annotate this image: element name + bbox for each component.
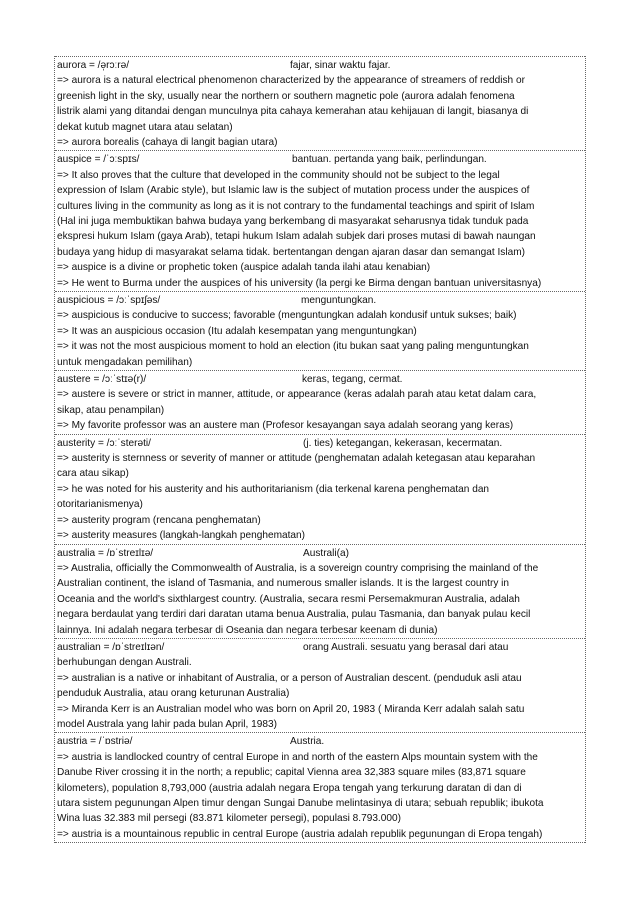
- entry-text-line: untuk mengadakan pemilihan): [57, 356, 193, 368]
- entry-term: austerity = /ɔːˈsterəti/: [57, 437, 151, 449]
- entry-text-line: greenish light in the sky, usually near the northern or southern magnetic pole (aurora adalah fenomena: [57, 90, 515, 102]
- entry-text-line: => He went to Burma under the auspices of his university (la pergi ke Birma dengan bantuan universitasnya): [57, 277, 542, 289]
- entry-translation: menguntungkan.: [301, 295, 377, 307]
- entry-text-line: => auspice is a divine or prophetic token (auspice adalah tanda ilahi atau kenabian): [57, 262, 431, 274]
- entry-text-line: lainnya. Ini adalah negara terbesar di Oseania dan negara terbesar keenam di dunia): [57, 624, 438, 636]
- entry-translation: Austria.: [290, 736, 325, 748]
- entry-text-line: => My favorite professor was an austere man (Profesor kesayangan saya adalah seorang yang keras): [57, 420, 514, 432]
- entry-headword-line: [57, 734, 583, 749]
- entry-headword-line: [57, 58, 583, 73]
- entry-text-line: => Australia, officially the Commonwealth of Australia, is a sovereign country comprising the mainland of the: [57, 562, 539, 574]
- entry-text-line: Wina luas 32.383 mil persegi (83.871 kilometer persegi), populasi 8.793.000): [57, 813, 401, 825]
- entry-term: aurora = /ə̩rɔːrə/: [57, 60, 130, 71]
- entry-austerity: [55, 434, 585, 544]
- entry-text-line: Danube River crossing it in the north; a republic; capital Vienna area 32,383 square miles (83,871 square: [57, 767, 526, 779]
- entry-translation: (j. ties) ketegangan, kekerasan, kecermatan.: [303, 437, 503, 449]
- entry-text-line: => he was noted for his austerity and his authoritarianism (dia terkenal karena penghematan dan: [57, 483, 490, 495]
- entry-text-line: Oceania and the world's sixthlargest country. (Australia, secara resmi Persemakmuran Australia, adalah: [57, 593, 520, 605]
- entry-term: austria = /ˈɒstriə/: [57, 736, 133, 748]
- entry-text-line: => auspicious is conducive to success; favorable (menguntungkan adalah kondusif untuk sukses; baik): [57, 310, 517, 322]
- entry-term: australian = /ɒˈstreɪlɪən/: [57, 641, 165, 653]
- entry-term: auspice = /ˈɔːspɪs/: [57, 154, 140, 166]
- entry-text-line: => austerity is sternness or severity of manner or attitude (penghematan adalah ketegasan atau keparahan: [57, 453, 536, 465]
- entry-text-line: model Australa yang lahir pada bulan April, 1983): [57, 718, 277, 730]
- entry-text-line: => It was an auspicious occasion (Itu adalah kesempatan yang menguntungkan): [57, 325, 417, 337]
- entry-text-line: penduduk Australia, atau orang keturunan Australia): [57, 688, 290, 700]
- entry-text-line: => austerity measures (langkah-langkah penghematan): [57, 530, 306, 542]
- dictionary-table: [54, 56, 586, 843]
- entry-translation: orang Australi. sesuatu yang berasal dari atau: [303, 641, 509, 653]
- entry-text-line: => aurora borealis (cahaya di langit bagian utara): [57, 137, 278, 149]
- entry-text-line: => It also proves that the culture that developed in the community should not be subject to the legal: [57, 169, 500, 181]
- entry-text-line: => austere is severe or strict in manner, attitude, or appearance (keras adalah parah atau ketat dalam cara,: [57, 389, 537, 401]
- entry-austere: [55, 370, 585, 434]
- entry-term: auspicious = /ɔːˈspɪʃəs/: [57, 295, 161, 307]
- entry-text-line: expression of Islam (Arabic style), but Islamic law is the subject of mutation process under the auspices of: [57, 185, 530, 197]
- entry-auspicious: [55, 291, 585, 370]
- entry-text-line: negara berdaulat yang terdiri dari daratan utama benua Australia, pulau Tasmania, dan banyak pulau kecil: [57, 609, 531, 621]
- entry-translation: bantuan. pertanda yang baik, perlindungan.: [292, 154, 487, 166]
- entry-australian: [55, 638, 585, 732]
- entry-headword-line: [57, 372, 583, 387]
- entry-text-line: otoritarianismenya): [57, 499, 143, 511]
- entry-headword-line: [57, 546, 583, 561]
- entry-text-line: utara sistem pegunungan Alpen timur dengan Sungai Danube melintasinya di utara; sebuah republik; ibukota: [57, 797, 544, 809]
- entry-text-line: sikap, atau penampilan): [57, 404, 165, 416]
- entry-translation: Australi(a): [303, 547, 349, 559]
- entry-text-line: => aurora is a natural electrical phenomenon characterized by the appearance of streamers of reddish or: [57, 75, 525, 87]
- entry-term: austere = /ɔːˈstɪə(r)/: [57, 374, 147, 386]
- entry-text-line: dekat kutub magnet utara atau selatan): [57, 121, 233, 133]
- entry-auspice: [55, 150, 585, 291]
- entry-austria: [55, 732, 585, 843]
- entry-text-line: listrik alami yang ditandai dengan munculnya pita cahaya kemerahan atau kehijauan di langit, biasanya di: [57, 106, 529, 118]
- entry-text-line: => australian is a native or inhabitant of Australia, or a person of Australian descent. (penduduk asli atau: [57, 672, 522, 684]
- entry-text-line: Australian continent, the island of Tasmania, and numerous smaller islands. It is the largest country in: [57, 578, 510, 590]
- entry-text-line: ekspresi hukum Islam (gaya Arab), tetapi hukum Islam adalah subjek dari proses mutasi di bawah naungan: [57, 231, 536, 243]
- entry-headword-line: [57, 640, 583, 655]
- entry-text-line: cara atau sikap): [57, 468, 129, 480]
- entry-text-line: => austria is landlocked country of central Europe in and north of the eastern Alps mountain system with the: [57, 751, 538, 763]
- entry-term: australia = /ɒˈstreɪlɪə/: [57, 547, 154, 559]
- entry-text-line: => austerity program (rencana penghematan): [57, 514, 261, 526]
- entry-text-line: budaya yang hidup di masyarakat selama tidak. bertentangan dengan ajaran dasar dan semangat Islam): [57, 246, 525, 258]
- entry-text-line: => austria is a mountainous republic in central Europe (austria adalah republik pegunungan di Eropa tengah): [57, 828, 543, 840]
- entry-text-line: (Hal ini juga membuktikan bahwa budaya yang berkembang di masyarakat seharusnya tidak tunduk pada: [57, 216, 529, 228]
- entry-translation: fajar, sinar waktu fajar.: [290, 60, 391, 71]
- entry-aurora: [55, 56, 585, 150]
- entry-australia: [55, 544, 585, 638]
- entry-text-line: berhubungan dengan Australi.: [57, 657, 192, 669]
- entry-headword-line: [57, 436, 583, 451]
- entry-translation: keras, tegang, cermat.: [302, 374, 403, 386]
- entry-text-line: => Miranda Kerr is an Australian model who was born on April 20, 1983 ( Miranda Kerr adalah salah satu: [57, 703, 525, 715]
- entry-text-line: kilometers), population 8,793,000 (austria adalah negara Eropa tengah yang terkurung daratan di dan di: [57, 782, 522, 794]
- entry-headword-line: [57, 152, 583, 167]
- entry-text-line: cultures living in the community as long as it is not contrary to the fundamental teachings and spirit of Islam: [57, 200, 535, 212]
- entry-headword-line: [57, 293, 583, 308]
- entry-text-line: => it was not the most auspicious moment to hold an election (itu bukan saat yang paling menguntungkan: [57, 341, 529, 353]
